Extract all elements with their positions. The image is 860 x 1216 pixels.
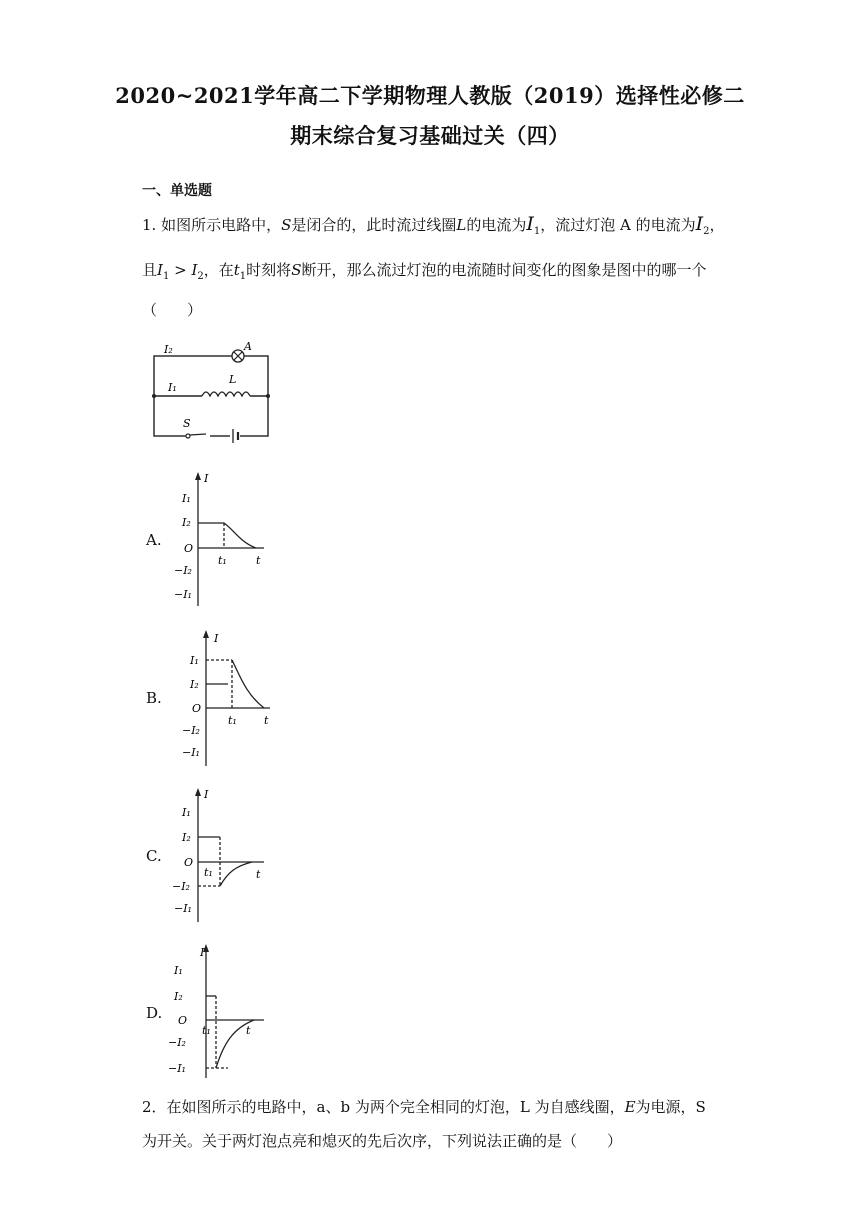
- svg-text:O: O: [184, 542, 194, 555]
- svg-text:t: t: [264, 714, 269, 727]
- svg-text:t: t: [256, 868, 261, 881]
- svg-text:I₂: I₂: [190, 678, 199, 691]
- svg-text:t: t: [246, 1024, 251, 1037]
- option-c-label[interactable]: C.: [146, 847, 162, 865]
- svg-text:−I₂: −I₂: [168, 1036, 186, 1049]
- svg-text:−I₂: −I₂: [174, 564, 192, 577]
- svg-text:I₁: I₁: [190, 654, 199, 667]
- svg-text:−I₁: −I₁: [174, 902, 192, 915]
- svg-text:−I₂: −I₂: [172, 880, 190, 893]
- battery-icon: [230, 429, 240, 443]
- svg-text:−I₁: −I₁: [174, 588, 192, 601]
- svg-text:I₁: I₁: [182, 806, 191, 819]
- question-1-answer-paren: （ ）: [142, 301, 203, 319]
- svg-text:O: O: [184, 856, 194, 869]
- question-1-line2: 且$I_1 > I_2$，在$t_1$时刻将S断开，那么流过灯泡的电流随时间变化的图象是图中的哪一个: [142, 261, 707, 282]
- label-A: A: [244, 340, 252, 353]
- svg-text:t₁: t₁: [202, 1024, 211, 1037]
- question-1-line1: 1. 如图所示电路中，S是闭合的，此时流过线圈L的电流为$I_1$，流过灯泡 A 的电流为$I_2$，: [142, 213, 725, 237]
- svg-text:t₁: t₁: [204, 866, 213, 879]
- svg-text:I₁: I₁: [174, 964, 183, 977]
- graph-option-b[interactable]: [160, 628, 280, 768]
- label-S: S: [183, 417, 191, 430]
- lamp-icon: [232, 350, 244, 362]
- switch-icon: [186, 431, 210, 439]
- graph-option-c[interactable]: [160, 786, 280, 926]
- svg-text:I₂: I₂: [174, 990, 183, 1003]
- svg-text:t₁: t₁: [228, 714, 237, 727]
- svg-text:I₁: I₁: [182, 492, 191, 505]
- svg-text:I: I: [214, 632, 219, 645]
- svg-text:−I₂: −I₂: [182, 724, 200, 737]
- option-a-label[interactable]: A.: [146, 531, 162, 549]
- label-L: L: [229, 373, 237, 386]
- option-d-label[interactable]: D.: [146, 1004, 163, 1022]
- page-title-line2: 期末综合复习基础过关（四）: [290, 123, 570, 148]
- svg-text:I₂: I₂: [182, 831, 191, 844]
- svg-text:I₂: I₂: [182, 516, 191, 529]
- coil-icon: [202, 390, 250, 397]
- svg-text:−I₁: −I₁: [168, 1062, 186, 1075]
- option-b-label[interactable]: B.: [146, 689, 162, 707]
- label-I2: I₂: [164, 343, 173, 356]
- svg-text:t: t: [256, 554, 261, 567]
- page-title-line1: 2020~2021学年高二下学期物理人教版（2019）选择性必修二: [115, 83, 745, 108]
- svg-text:I: I: [200, 946, 205, 959]
- graph-option-d[interactable]: [160, 942, 280, 1082]
- section-heading: 一、单选题: [142, 183, 212, 199]
- svg-text:O: O: [192, 702, 202, 715]
- question-2-line1: 2．在如图所示的电路中，a、b 为两个完全相同的灯泡，L 为自感线圈，E为电源，S: [142, 1098, 706, 1116]
- svg-text:−I₁: −I₁: [182, 746, 200, 759]
- svg-text:t₁: t₁: [218, 554, 227, 567]
- question-2-line2: 为开关。关于两灯泡点亮和熄灭的先后次序，下列说法正确的是（ ）: [142, 1132, 623, 1150]
- circuit-diagram: [150, 338, 275, 440]
- svg-text:O: O: [178, 1014, 188, 1027]
- graph-option-a[interactable]: [160, 470, 280, 610]
- svg-text:I: I: [204, 788, 209, 801]
- svg-text:I: I: [204, 472, 209, 485]
- label-I1: I₁: [168, 381, 177, 394]
